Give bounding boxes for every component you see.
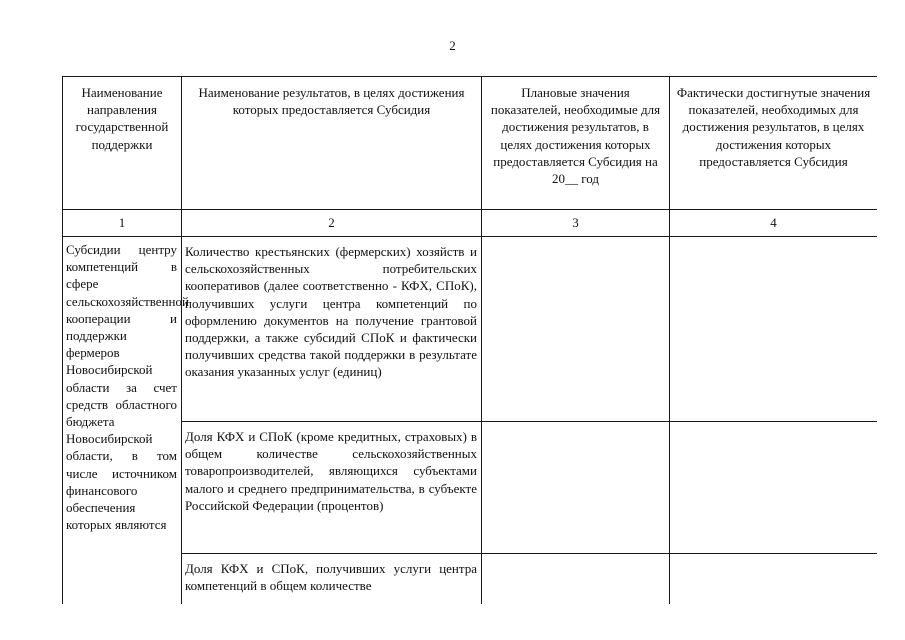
result-name-cell: Доля КФХ и СПоК (кроме кредитных, страховых) в общем количестве сельскохозяйственных товаропроизводителей, являющихся субъектами малого и среднего предпринимательства, в субъекте Российской Федерации (процентов) [182, 422, 482, 554]
header-planned-values: Плановые значения показателей, необходимые для достижения результатов, в целях достижения которых предоставляется Субсидия на 20__ год [482, 77, 670, 210]
direction-cell: Субсидии центру компетенций в сфере сельскохозяйственной кооперации и поддержки фермеров Новосибирской области за счет средств областного бюджета Новосибирской области, в том числе источником финансового обеспечения которых являются [63, 237, 182, 605]
column-number: 4 [670, 210, 878, 237]
table-header-row [63, 77, 878, 210]
result-name-cell: Количество крестьянских (фермерских) хозяйств и сельскохозяйственных потребительских кооперативов (далее соответственно - КФХ, СПоК), получивших услуги центра компетенций по оформлению документов на получение грантовой поддержки, а также субсидий СПоК и фактически получивших средства такой поддержки в результате оказания указанных услуг (единиц) [182, 237, 482, 422]
result-name-cell: Доля КФХ и СПоК, получивших услуги центра компетенций в общем количестве [182, 554, 482, 605]
column-number-row [63, 210, 878, 237]
planned-value-cell [482, 422, 670, 554]
planned-value-cell [482, 554, 670, 605]
subsidy-results-table [62, 76, 877, 604]
table-row [63, 237, 878, 422]
column-number: 3 [482, 210, 670, 237]
actual-value-cell [670, 422, 878, 554]
column-number: 1 [63, 210, 182, 237]
page-number: 2 [449, 38, 456, 53]
header-direction: Наименование направления государственной поддержки [63, 77, 182, 210]
actual-value-cell [670, 237, 878, 422]
actual-value-cell [670, 554, 878, 605]
table-row [63, 554, 878, 605]
planned-value-cell [482, 237, 670, 422]
column-number: 2 [182, 210, 482, 237]
subsidy-results-table-container [62, 76, 877, 604]
table-row [63, 422, 878, 554]
header-actual-values: Фактически достигнутые значения показателей, необходимых для достижения результатов, в целях достижения которых предоставляется Субсидия [670, 77, 878, 210]
header-results: Наименование результатов, в целях достижения которых предоставляется Субсидия [182, 77, 482, 210]
